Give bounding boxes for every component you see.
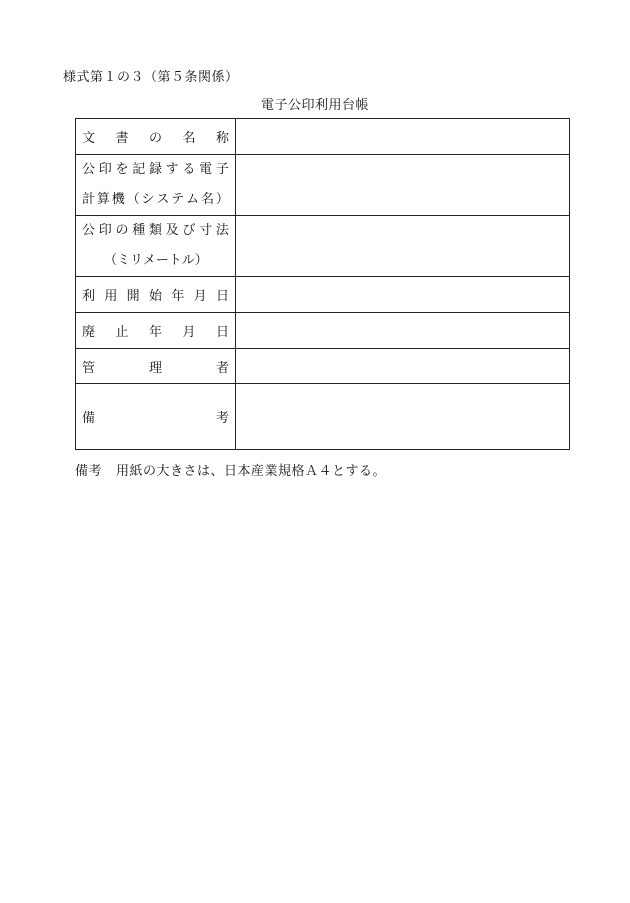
label-char: 廃 [82, 325, 96, 340]
value-document-name[interactable] [236, 119, 570, 155]
label-text [82, 321, 229, 340]
label-char: 公 [82, 223, 96, 238]
label-char: 公 [82, 162, 96, 177]
table-row [76, 384, 570, 450]
footnote [75, 460, 386, 479]
label-char: す [165, 162, 179, 177]
label-char: 及 [165, 223, 179, 238]
label-line-1 [82, 155, 229, 185]
label-administrator [76, 349, 236, 384]
value-administrator[interactable] [236, 349, 570, 384]
label-char: （ [126, 192, 140, 207]
label-char: 月 [182, 325, 196, 340]
table-row [76, 277, 570, 313]
label-char: 寸 [199, 223, 213, 238]
label-line-2: （ミリメートル） [104, 253, 208, 268]
footnote-label: 備考 [75, 464, 103, 479]
label-char: 計 [82, 192, 96, 207]
label-char: 備 [82, 411, 96, 426]
label-char: 法 [215, 223, 229, 238]
label-char: ） [215, 192, 229, 207]
label-char: 種 [132, 223, 146, 238]
footnote-text: 用紙の大きさは、日本産業規格Ａ４とする。 [116, 464, 387, 479]
label-remarks [76, 384, 236, 450]
label-line-1 [82, 216, 229, 246]
label-char: 印 [98, 162, 112, 177]
label-abolition-date [76, 313, 236, 349]
table-row [76, 349, 570, 384]
label-char: 考 [215, 411, 229, 426]
label-char: 開 [126, 289, 140, 304]
label-char: 機 [111, 192, 125, 207]
label-text [82, 127, 229, 146]
label-char: 日 [215, 325, 229, 340]
label-char: シ [141, 192, 155, 207]
document-title: 電子公印利用台帳 [260, 98, 369, 113]
label-char: る [182, 162, 196, 177]
label-char: 書 [115, 131, 129, 146]
table-row [76, 313, 570, 349]
label-char: 年 [171, 289, 185, 304]
label-computer-system [76, 155, 236, 216]
label-seal-type-size [76, 216, 236, 277]
label-char: テ [171, 192, 185, 207]
label-text [82, 285, 229, 304]
label-text [82, 407, 229, 426]
label-text [82, 357, 229, 376]
label-char: 名 [201, 192, 215, 207]
label-char: を [115, 162, 129, 177]
label-char: 年 [148, 325, 162, 340]
label-char: 文 [82, 131, 96, 146]
table-row [76, 216, 570, 277]
label-char: 月 [193, 289, 207, 304]
label-char: 子 [215, 162, 229, 177]
value-computer-system[interactable] [236, 155, 570, 216]
label-char: 電 [199, 162, 213, 177]
label-char: 印 [98, 223, 112, 238]
label-document-name [76, 119, 236, 155]
label-char: 理 [148, 360, 162, 376]
label-char: 日 [215, 289, 229, 304]
label-char: 算 [96, 192, 110, 207]
value-abolition-date[interactable] [236, 313, 570, 349]
value-start-date[interactable] [236, 277, 570, 313]
label-char: 名 [182, 131, 196, 146]
table-row [76, 119, 570, 155]
label-char: 録 [148, 162, 162, 177]
label-char: 止 [115, 325, 129, 340]
label-char: び [182, 223, 196, 238]
table-row [76, 155, 570, 216]
label-char: 始 [148, 289, 162, 304]
label-char: 記 [132, 162, 146, 177]
label-start-date [76, 277, 236, 313]
label-char: 類 [148, 223, 162, 238]
form-number: 様式第１の３（第５条関係） [63, 70, 239, 85]
value-seal-type-size[interactable] [236, 216, 570, 277]
label-char: 者 [215, 360, 229, 376]
ledger-table [75, 118, 570, 450]
value-remarks[interactable] [236, 384, 570, 450]
label-char: 利 [82, 289, 96, 304]
label-char: ス [156, 192, 170, 207]
label-char: 管 [82, 360, 96, 376]
label-char: の [115, 223, 129, 238]
label-line-2 [82, 185, 229, 215]
label-char: ム [186, 192, 200, 207]
label-char: 称 [215, 131, 229, 146]
label-char: 用 [104, 289, 118, 304]
label-char: の [148, 131, 162, 146]
